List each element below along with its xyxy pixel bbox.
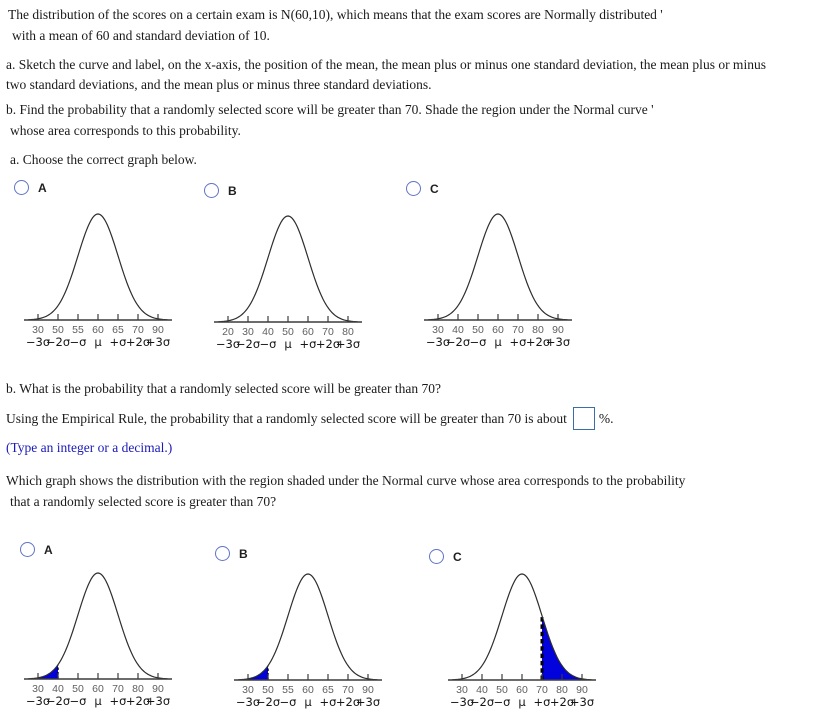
bell-curve-svg — [222, 566, 394, 716]
radio-button-c2[interactable] — [429, 549, 444, 564]
tick-number-label: 30 — [242, 326, 254, 338]
bell-curve-line — [238, 574, 378, 680]
tick-number-label: 70 — [536, 684, 548, 696]
tick-number-label: 90 — [362, 684, 374, 696]
bell-curve-svg — [412, 206, 584, 356]
sigma-label: −2σ — [45, 335, 71, 349]
empirical-sentence — [6, 407, 613, 430]
tick-number-label: 80 — [342, 326, 354, 338]
sigma-label: +3σ — [145, 335, 171, 349]
sigma-label: −σ — [469, 335, 487, 349]
tick-number-label: 70 — [112, 683, 124, 695]
sigma-label: +σ — [533, 695, 551, 709]
tick-number-label: 65 — [322, 684, 334, 696]
sigma-label: −2σ — [255, 695, 281, 709]
tick-number-label: 60 — [92, 324, 104, 336]
tick-number-label: 60 — [492, 324, 504, 336]
sigma-label: μ — [304, 695, 312, 709]
sigma-label: +2σ — [335, 695, 361, 709]
sigma-label: μ — [494, 335, 502, 349]
sigma-label: +3σ — [355, 695, 381, 709]
tick-number-label: 30 — [32, 683, 44, 695]
probability-input[interactable] — [573, 407, 595, 430]
answer-format-hint: (Type an integer or a decimal.) — [6, 440, 173, 455]
sigma-label: μ — [94, 694, 102, 708]
option-b2-label: B — [239, 546, 248, 561]
tick-number-label: 50 — [282, 326, 294, 338]
tick-number-label: 30 — [242, 684, 254, 696]
sigma-label: −2σ — [469, 695, 495, 709]
question-a-prompt: a. Choose the correct graph below. — [10, 152, 197, 167]
radio-button-b1[interactable] — [204, 183, 219, 198]
sigma-label: +σ — [509, 335, 527, 349]
sigma-label: μ — [94, 335, 102, 349]
tick-number-label: 90 — [576, 684, 588, 696]
bell-curve-svg — [202, 208, 374, 358]
tick-number-label: 50 — [472, 324, 484, 336]
tick-number-label: 80 — [532, 324, 544, 336]
tick-number-label: 40 — [52, 683, 64, 695]
bell-curve-line — [218, 216, 358, 322]
part-b-line-2: whose area corresponds to this probability. — [10, 123, 241, 138]
which-graph-line-2: that a randomly selected score is greater than 70? — [10, 494, 277, 509]
part-a-line-2: two standard deviations, and the mean plus or minus three standard deviations. — [6, 77, 432, 92]
tick-number-label: 70 — [132, 324, 144, 336]
part-a-line-1: a. Sketch the curve and label, on the x-axis, the position of the mean, the mean plus or minus one standard deviation, the mean plus or minus — [6, 57, 766, 72]
bell-curve-line — [428, 214, 568, 320]
tick-number-label: 80 — [132, 683, 144, 695]
tick-number-label: 65 — [112, 324, 124, 336]
sigma-label: −σ — [493, 695, 511, 709]
option-c1 — [406, 181, 439, 196]
option-a1-label: A — [38, 180, 47, 195]
bell-curve-svg — [12, 206, 184, 356]
empirical-suffix: %. — [598, 410, 614, 426]
bell-curve-svg — [12, 565, 184, 715]
question-a-graph-a — [12, 206, 184, 356]
tick-number-label: 55 — [72, 324, 84, 336]
tick-number-label: 40 — [452, 324, 464, 336]
option-a1 — [14, 180, 47, 195]
sigma-label: −3σ — [25, 335, 51, 349]
sigma-label: +2σ — [125, 694, 151, 708]
sigma-label: +σ — [109, 694, 127, 708]
sigma-label: −2σ — [235, 337, 261, 351]
sigma-label: −3σ — [25, 694, 51, 708]
tick-number-label: 50 — [262, 684, 274, 696]
tick-number-label: 70 — [342, 684, 354, 696]
question-a-graph-b — [202, 208, 374, 358]
tick-number-label: 70 — [322, 326, 334, 338]
sigma-label: −3σ — [215, 337, 241, 351]
sigma-label: +2σ — [549, 695, 575, 709]
tick-number-label: 80 — [556, 684, 568, 696]
sigma-label: +σ — [319, 695, 337, 709]
sigma-label: +3σ — [335, 337, 361, 351]
part-b-line-1: b. Find the probability that a randomly selected score will be greater than 70. Shade the region under the Normal curve ' — [6, 102, 654, 117]
radio-button-a2[interactable] — [20, 542, 35, 557]
tick-number-label: 50 — [72, 683, 84, 695]
bell-curve-svg — [436, 566, 608, 716]
tick-number-label: 50 — [52, 324, 64, 336]
shaded-right-region — [542, 616, 592, 680]
tick-number-label: 70 — [512, 324, 524, 336]
sigma-label: +3σ — [569, 695, 595, 709]
which-graph-line-1: Which graph shows the distribution with the region shaded under the Normal curve whose area corresponds to the probability — [6, 473, 686, 488]
tick-number-label: 90 — [152, 683, 164, 695]
sigma-label: −σ — [279, 695, 297, 709]
option-b2 — [215, 546, 248, 561]
tick-number-label: 60 — [516, 684, 528, 696]
sigma-label: +2σ — [525, 335, 551, 349]
sigma-label: +2σ — [125, 335, 151, 349]
tick-number-label: 40 — [476, 684, 488, 696]
tick-number-label: 90 — [552, 324, 564, 336]
sigma-label: −3σ — [425, 335, 451, 349]
option-c2-label: C — [453, 549, 462, 564]
radio-button-c1[interactable] — [406, 181, 421, 196]
sigma-label: −σ — [69, 694, 87, 708]
tick-number-label: 30 — [456, 684, 468, 696]
intro-line-1: The distribution of the scores on a certain exam is N(60,10), which means that the exam scores are Normally distributed ' — [8, 7, 663, 22]
tick-number-label: 30 — [432, 324, 444, 336]
option-b1 — [204, 183, 237, 198]
sigma-label: +2σ — [315, 337, 341, 351]
sigma-label: −σ — [259, 337, 277, 351]
tick-number-label: 55 — [282, 684, 294, 696]
intro-line-2: with a mean of 60 and standard deviation of 10. — [12, 28, 270, 43]
option-a2 — [20, 542, 53, 557]
sigma-label: +3σ — [545, 335, 571, 349]
sigma-label: μ — [518, 695, 526, 709]
sigma-label: −3σ — [235, 695, 261, 709]
sigma-label: +σ — [109, 335, 127, 349]
tick-number-label: 60 — [92, 683, 104, 695]
question-b-graph-c — [436, 566, 608, 716]
option-b1-label: B — [228, 183, 237, 198]
option-c1-label: C — [430, 181, 439, 196]
question-b-graph-a — [12, 565, 184, 715]
radio-button-b2[interactable] — [215, 546, 230, 561]
tick-number-label: 30 — [32, 324, 44, 336]
sigma-label: +σ — [299, 337, 317, 351]
tick-number-label: 60 — [302, 684, 314, 696]
sigma-label: −2σ — [445, 335, 471, 349]
bell-curve-line — [28, 214, 168, 320]
option-a2-label: A — [44, 542, 53, 557]
tick-number-label: 50 — [496, 684, 508, 696]
bell-curve-line — [28, 573, 168, 679]
sigma-label: −3σ — [449, 695, 475, 709]
tick-number-label: 40 — [262, 326, 274, 338]
tick-number-label: 90 — [152, 324, 164, 336]
sigma-label: μ — [284, 337, 292, 351]
question-a-graph-c — [412, 206, 584, 356]
radio-button-a1[interactable] — [14, 180, 29, 195]
question-b-graph-b — [222, 566, 394, 716]
sigma-label: +3σ — [145, 694, 171, 708]
sigma-label: −2σ — [45, 694, 71, 708]
tick-number-label: 20 — [222, 326, 234, 338]
option-c2 — [429, 549, 462, 564]
tick-number-label: 60 — [302, 326, 314, 338]
sigma-label: −σ — [69, 335, 87, 349]
empirical-prefix: Using the Empirical Rule, the probability that a randomly selected score will be greater than 70 is about — [6, 410, 567, 426]
question-b-prompt: b. What is the probability that a randomly selected score will be greater than 70? — [6, 381, 441, 396]
bell-curve-line — [452, 574, 592, 680]
